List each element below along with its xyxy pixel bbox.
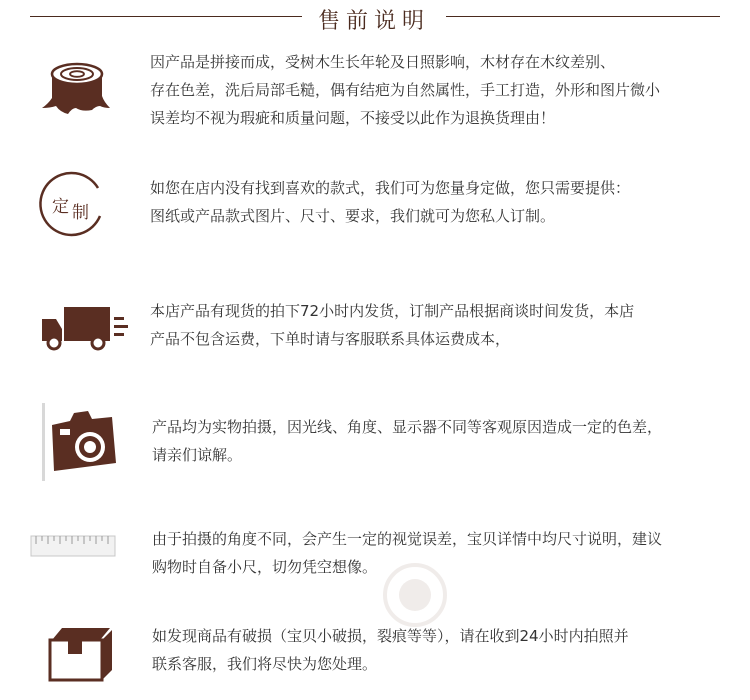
notice-line: 如发现商品有破损（宝贝小破损，裂痕等等），请在收到24小时内拍照并 (152, 627, 629, 645)
notice-item-photo-color (0, 395, 750, 495)
notice-item-custom-order (0, 160, 750, 260)
notice-text (150, 297, 720, 353)
notice-line: 联系客服，我们将尽快为您处理。 (152, 655, 378, 673)
header-left-divider (30, 16, 302, 17)
tree-stump-icon (40, 56, 112, 120)
notice-line: 产品不包含运费，下单时请与客服联系具体运费成本， (150, 330, 511, 348)
notice-line: 误差均不视为瑕疵和质量问题，不接受以此作为退换货理由！ (150, 109, 556, 127)
notice-line: 因产品是拼接而成，受树木生长年轮及日照影响，木材存在木纹差别、 (150, 53, 616, 71)
delivery-truck-icon (40, 303, 130, 353)
notice-item-shipping (0, 285, 750, 375)
package-box-icon (46, 626, 116, 682)
custom-icon-label-a: 定 (52, 197, 69, 217)
notice-text (152, 622, 722, 678)
notice-line: 购物时自备小尺，切勿凭空想像。 (152, 558, 378, 576)
notice-text (152, 413, 722, 469)
custom-made-icon (38, 168, 110, 240)
ruler-icon (30, 535, 116, 557)
watermark-seal-icon (360, 560, 470, 630)
notice-line: 图纸或产品款式图片、尺寸、要求，我们就可为您私人订制。 (150, 207, 556, 225)
custom-icon-label-b: 制 (72, 203, 89, 223)
notice-line: 存在色差，洗后局部毛糙，偶有结疤为自然属性，手工打造，外形和图片微小 (150, 81, 661, 99)
camera-icon (40, 403, 120, 481)
header-right-divider (446, 16, 720, 17)
notice-line: 产品均为实物拍摄，因光线、角度、显示器不同等客观原因造成一定的色差， (152, 418, 663, 436)
notice-text (150, 48, 720, 132)
section-header (0, 0, 750, 34)
notice-text (150, 174, 720, 230)
notice-item-wood-variation (0, 40, 750, 140)
notice-line: 由于拍摄的角度不同，会产生一定的视觉误差，宝贝详情中均尺寸说明，建议 (152, 530, 663, 548)
notice-line: 本店产品有现货的拍下72小时内发货，订制产品根据商谈时间发货，本店 (150, 302, 635, 320)
notice-line: 请亲们谅解。 (152, 446, 243, 464)
page-title: 售前说明 (317, 9, 430, 34)
notice-line: 如您在店内没有找到喜欢的款式，我们可为您量身定做，您只需要提供： (150, 179, 631, 197)
